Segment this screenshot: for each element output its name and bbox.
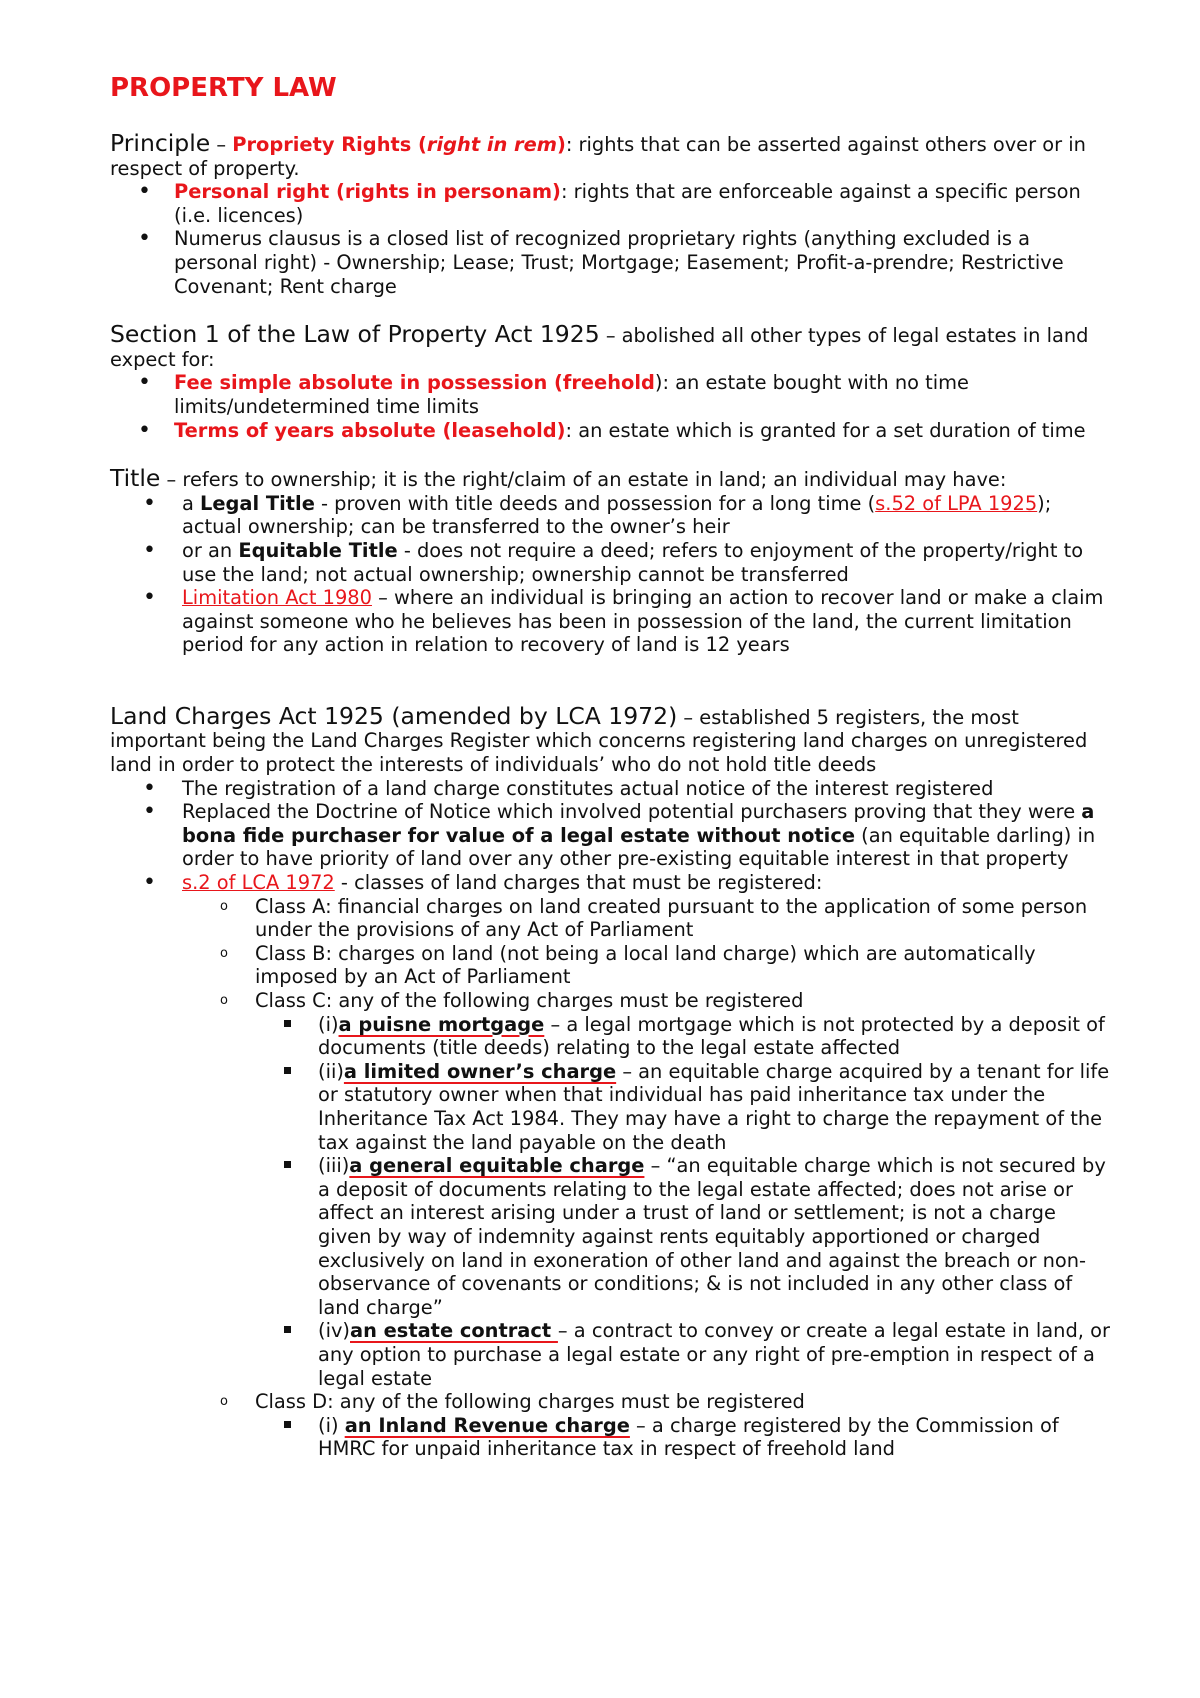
bullet-text: Replaced the Doctrine of Notice which involved potential purchasers proving that they were <box>182 800 1082 824</box>
square-bullet-icon <box>284 1020 291 1027</box>
section1-bullets <box>110 371 1110 442</box>
lca-bullets <box>110 777 1110 1461</box>
principle-term-italic: right in rem <box>426 133 557 156</box>
class-text: Class D: any of the following charges must be registered <box>255 1390 805 1414</box>
title-bullets <box>110 492 1110 657</box>
class-text: Class A: financial charges on land created pursuant to the application of some person under the provisions of any Act of Parliament <box>255 894 1088 942</box>
class-c-charges <box>255 1013 1110 1391</box>
class-text: Class C: any of the following charges must be registered <box>255 989 804 1012</box>
charge-num: (i) <box>318 1413 345 1437</box>
section1-paragraph <box>110 320 1110 371</box>
principle-paragraph <box>110 129 1110 180</box>
section1-heading: Section 1 of the Law of Property Act 1925 <box>110 320 600 349</box>
list-item <box>110 419 1110 443</box>
bullet-text: The registration of a land charge constitutes actual notice of the interest registered <box>182 776 994 800</box>
title-paragraph <box>110 464 1110 493</box>
list-item <box>110 371 1110 418</box>
bullet-post: ); actual ownership; can be transferred to the owner’s heir <box>182 491 1052 539</box>
title-heading: Title <box>110 464 161 493</box>
bullet-icon <box>143 777 156 801</box>
bullet-term: a bona fide purchaser for value of a legal estate without notice <box>182 800 1095 847</box>
bullet-term: Equitable Title <box>238 538 398 562</box>
class-item <box>110 895 1110 942</box>
bullet-icon <box>143 871 156 895</box>
page-title: PROPERTY LAW <box>110 73 337 103</box>
bullet-text: – where an individual is bringing an action to recover land or make a claim against someone who he believes has been in possession of the land, the current limitation period for any action in relation to recovery of land is 12 years <box>182 586 1104 657</box>
charge-term: an Inland Revenue charge <box>344 1413 630 1437</box>
list-item <box>110 871 1110 1461</box>
square-bullet-icon <box>284 1421 291 1428</box>
charge-text: – “an equitable charge which is not secured by a deposit of documents relating to the legal estate affected; does not arise or affect an interest arising under a trust of land or settlement; is not a charge given by way of indemnity against rents equitably apportioned or charged exclusively on land in exoneration of other land and against the breach or non-observance of covenants or conditions; & is not included in any other class of land charge” <box>318 1154 1106 1319</box>
principle-heading: Principle <box>110 129 211 157</box>
charge-num: (iv) <box>318 1319 350 1343</box>
circle-bullet-icon: o <box>220 1394 228 1410</box>
list-item <box>110 800 1110 871</box>
charge-text: – an equitable charge acquired by a tenant for life or statutory owner when that individual has paid inheritance tax under the Inheritance Tax Act 1984. They may have a right to charge the repayment of the tax against the land payable on the death <box>318 1059 1110 1154</box>
bullet-text: : rights that are enforceable against a specific person (i.e. licences) <box>174 180 1081 227</box>
section1-text: – abolished all other types of legal estates in land expect for: <box>110 324 1089 371</box>
citation-link[interactable]: Limitation Act 1980 <box>182 586 372 610</box>
bullet-term: Terms of years absolute (leasehold) <box>174 418 566 442</box>
bullet-term: Personal right (rights in personam) <box>174 180 561 204</box>
charge-term: a general equitable charge <box>349 1154 645 1178</box>
bullet-icon <box>143 586 156 610</box>
bullet-term-end: ) <box>654 371 663 395</box>
square-bullet-icon <box>284 1161 291 1168</box>
document-body <box>110 72 1110 1461</box>
principle-text: : rights that can be asserted against others over or in respect of property. <box>110 133 1086 180</box>
principle-bullets <box>110 180 1110 298</box>
bullet-term: Legal Title <box>200 491 315 515</box>
charge-item <box>110 1414 1110 1461</box>
lca-text: – established 5 registers, the most important being the Land Charges Register which concerns registering land charges on unregistered land in order to protect the interests of individuals’ who do not hold title deeds <box>110 705 1088 777</box>
square-bullet-icon <box>284 1326 291 1333</box>
square-bullet-icon <box>284 1067 291 1074</box>
charge-term: a puisne mortgage <box>338 1012 545 1036</box>
circle-bullet-icon: o <box>220 993 228 1008</box>
bullet-text: Numerus clausus is a closed list of recognized proprietary rights (anything excluded is a personal right) - Ownership; Lease; Trust; Mortgage; Easement; Profit-a-prendre; Restrictive Covenant; Rent charge <box>174 227 1064 298</box>
principle-term <box>232 133 566 156</box>
charge-term: an estate contract <box>350 1319 558 1343</box>
class-item <box>110 942 1110 989</box>
class-item <box>110 1390 1110 1461</box>
list-item <box>110 180 1110 227</box>
bullet-text: - proven with title deeds and possession for a long time ( <box>314 491 876 515</box>
citation-link[interactable]: s.2 of LCA 1972 <box>182 871 335 895</box>
charge-num: (i) <box>318 1012 339 1036</box>
class-text: Class B: charges on land (not being a local land charge) which are automatically imposed by an Act of Parliament <box>255 941 1036 989</box>
bullet-term: Fee simple absolute in possession (freehold <box>174 371 655 395</box>
bullet-pre: or an <box>182 538 239 562</box>
charge-text: – a legal mortgage which is not protected by a deposit of documents (title deeds) relating to the legal estate affected <box>318 1012 1105 1060</box>
charge-item <box>110 1060 1110 1154</box>
circle-bullet-icon: o <box>220 945 228 961</box>
charge-num: (ii) <box>318 1059 344 1083</box>
bullet-icon <box>138 371 151 395</box>
list-item <box>110 586 1110 657</box>
title-text: – refers to ownership; it is the right/claim of an estate in land; an individual may have: <box>160 468 1007 492</box>
bullet-text: : an estate bought with no time limits/undetermined time limits <box>174 371 969 418</box>
bullet-pre: a <box>182 491 201 515</box>
principle-term-a: Propriety Rights ( <box>232 133 427 156</box>
list-item <box>110 777 1110 801</box>
principle-term-c: ) <box>556 133 566 156</box>
bullet-text: - classes of land charges that must be registered: <box>334 871 823 895</box>
charge-text: – a contract to convey or create a legal estate in land, or any option to purchase a legal estate or any right of pre-emption in respect of a legal estate <box>318 1319 1110 1390</box>
charge-num: (iii) <box>318 1154 350 1178</box>
charge-item <box>110 1013 1110 1060</box>
citation-link[interactable]: s.52 of LPA 1925 <box>875 491 1038 515</box>
bullet-text: - does not require a deed; refers to enjoyment of the property/right to use the land; not actual ownership; ownership cannot be transferred <box>182 538 1084 586</box>
charge-term: a limited owner’s charge <box>343 1059 617 1083</box>
class-item <box>110 989 1110 1390</box>
charge-item <box>110 1319 1110 1390</box>
lca-heading: Land Charges Act 1925 (amended by LCA 1972) <box>110 701 678 730</box>
charge-text: – a charge registered by the Commission of HMRC for unpaid inheritance tax in respect of freehold land <box>318 1413 1059 1461</box>
bullet-text-end: (an equitable darling) in order to have priority of land over any other pre-existing equitable interest in that property <box>182 823 1096 871</box>
list-item <box>110 227 1110 298</box>
list-item <box>110 539 1110 586</box>
circle-bullet-icon: o <box>220 898 228 914</box>
class-d-charges <box>255 1414 1110 1461</box>
class-list <box>182 895 1110 1461</box>
bullet-icon <box>138 180 151 204</box>
list-item <box>110 492 1110 539</box>
lca-paragraph <box>110 701 1110 777</box>
bullet-text: : an estate which is granted for a set duration of time <box>565 418 1086 442</box>
charge-item <box>110 1154 1110 1319</box>
bullet-icon <box>143 539 156 563</box>
bullet-icon <box>138 419 151 443</box>
bullet-icon <box>138 227 151 251</box>
bullet-icon <box>143 800 156 824</box>
bullet-icon <box>143 492 156 516</box>
dash: – <box>210 133 233 156</box>
